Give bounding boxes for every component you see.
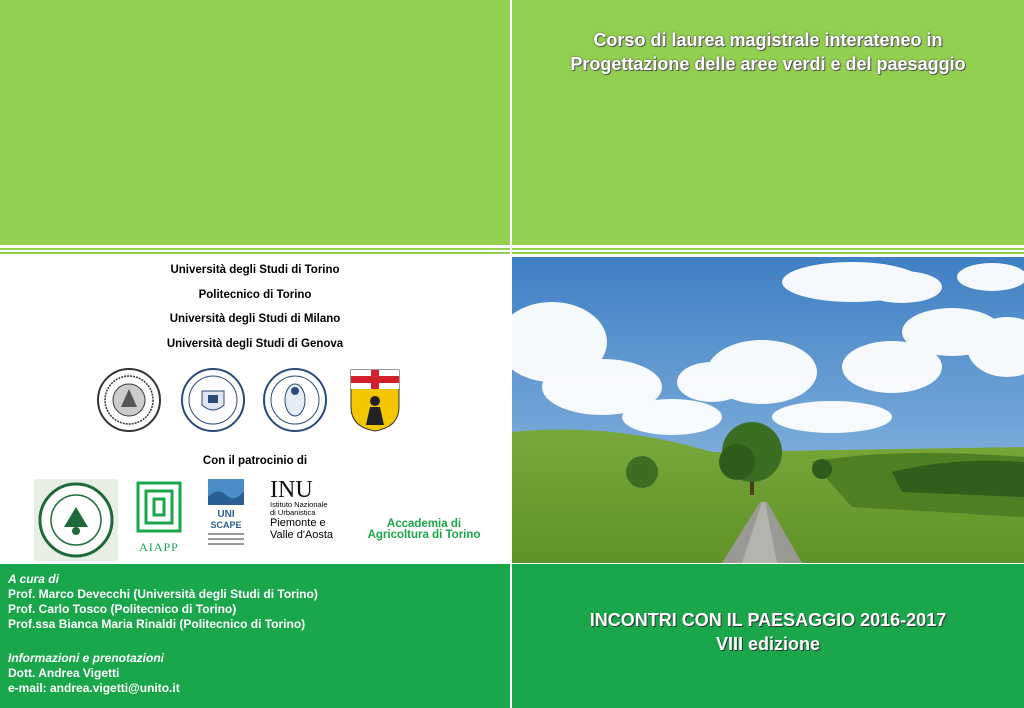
landscape-photo [512,257,1024,563]
curators-label: A cura di [8,572,59,586]
university-seals [96,367,416,437]
info-contact-name: Dott. Andrea Vigetti [8,666,120,680]
divider-stripe [0,245,1024,257]
event-title: INCONTRI CON IL PAESAGGIO 2016-2017 [589,610,947,630]
uniscape-wave-icon [208,479,244,505]
university-genova: Università degli Studi di Genova [166,337,344,350]
aiapp-logo [134,479,184,559]
event-title-block [512,608,1024,656]
university-list [0,263,510,361]
event-edition: VIII edizione [715,634,821,654]
agronomi-seal-icon [34,479,118,561]
uniscape-logo [208,479,244,559]
uniscape-uni: UNI [217,509,235,520]
course-title-line2: Progettazione delle aree verdi e del paesaggio [570,54,966,74]
unimi-seal-icon [262,367,328,433]
accademia-line1: Accademia di [386,518,462,530]
accademia-logo [364,519,484,541]
inu-line2: di Urbanistica [270,508,316,517]
curators-block [8,572,318,632]
unige-shield-icon [348,367,402,433]
top-left-panel [0,0,510,245]
accademia-line2: Agricoltura di Torino [367,529,481,541]
course-title-line1: Corso di laurea magistrale interateneo in [593,30,943,50]
aiapp-maze-icon [134,479,184,535]
landscape-image [512,257,1024,563]
curator-1: Prof. Marco Devecchi (Università degli Studi di Torino) [8,587,318,601]
inu-logo [270,479,350,559]
aiapp-label: AIAPP [139,540,179,554]
info-email: e-mail: andrea.vigetti@unito.it [8,681,180,695]
polito-seal-icon [180,367,246,433]
fold-line [510,0,512,708]
inu-title: INU [270,477,313,503]
unito-seal-icon [96,367,162,433]
patronage-label: Con il patrocinio di [202,455,308,467]
curator-2: Prof. Carlo Tosco (Politecnico di Torino) [8,602,237,616]
curator-3: Prof.ssa Bianca Maria Rinaldi (Politecnico di Torino) [8,617,306,631]
inu-line1: Istituto Nazionale [270,500,328,509]
university-torino: Università degli Studi di Torino [170,264,340,276]
info-block [8,651,180,696]
course-title [512,28,1024,76]
universities-panel [0,257,510,563]
top-right-panel [512,0,1024,245]
info-label: Informazioni e prenotazioni [8,651,165,665]
event-panel [512,564,1024,708]
university-milano: Università degli Studi di Milano [169,313,341,325]
credits-panel [0,564,510,708]
uniscape-scape: SCAPE [210,520,242,530]
inu-line3: Piemonte e [270,517,326,529]
inu-line4: Valle d'Aosta [270,529,334,541]
politecnico-torino: Politecnico di Torino [198,288,312,301]
